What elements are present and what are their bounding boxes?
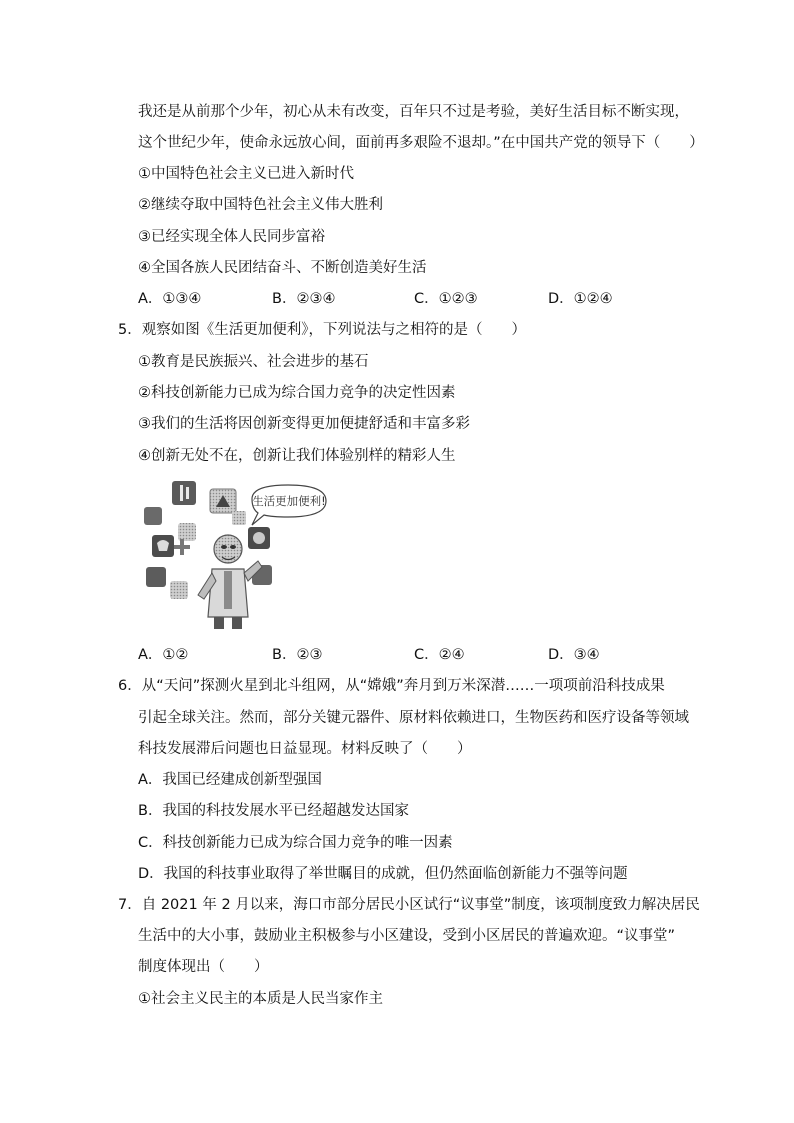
app-tile-icon [170,581,188,599]
q5-option-d[interactable]: D．③④ [548,647,600,663]
q4-stem-line-1: 我还是从前那个少年，初心从未有改变，百年只不过是考验，美好生活目标不断实现， [138,104,689,120]
q5-option-b[interactable]: B．②③ [272,647,323,663]
q7-stem-line-3: 制度体现出（ ） [138,959,269,975]
q5-option-a[interactable]: A．①② [138,647,189,663]
q4-item-3: ③已经实现全体人民同步富裕 [138,229,325,245]
q6-option-d[interactable]: D．我国的科技事业取得了举世瞩目的成就，但仍然面临创新能力不强等问题 [138,866,628,882]
cartoon-illustration [140,477,330,632]
app-tile-icon [144,507,162,525]
q5-item-2: ②科技创新能力已成为综合国力竞争的决定性因素 [138,385,456,401]
q5-stem: 5．观察如图《生活更加便利》，下列说法与之相符的是（ ） [118,322,526,338]
q6-option-b[interactable]: B．我国的科技发展水平已经超越发达国家 [138,803,409,819]
q5-item-4: ④创新无处不在，创新让我们体验别样的精彩人生 [138,448,456,464]
app-tile-icon [146,567,166,587]
app-tile-icon [232,511,246,525]
q7-item-1: ①社会主义民主的本质是人民当家作主 [138,991,383,1007]
q5-item-1: ①教育是民族振兴、社会进步的基石 [138,354,369,370]
q4-option-b[interactable]: B．②③④ [272,291,336,307]
q4-item-2: ②继续夺取中国特色社会主义伟大胜利 [138,197,383,213]
q7-stem-line-2: 生活中的大小事，鼓励业主积极参与小区建设，受到小区居民的普遍欢迎。“议事堂” [138,928,676,944]
q4-item-4: ④全国各族人民团结奋斗、不断创造美好生活 [138,260,427,276]
q4-option-a[interactable]: A．①③④ [138,291,202,307]
q6-option-c[interactable]: C．科技创新能力已成为综合国力竞争的唯一因素 [138,835,453,851]
q4-option-d[interactable]: D．①②④ [548,291,613,307]
q6-stem-line-1: 6．从“天问”探测火星到北斗组网，从“嫦娥”奔月到万米深潜……一项项前沿科技成果 [118,678,665,694]
q4-stem-line-2: 这个世纪少年，使命永远放心间，面前再多艰险不退却。”在中国共产党的领导下（ ） [138,135,704,151]
q6-stem-line-3: 科技发展滞后问题也日益显现。材料反映了（ ） [138,741,472,757]
q7-stem-line-1: 7．自 2021 年 2 月以来，海口市部分居民小区试行“议事堂”制度，该项制度致力解决居民 [118,897,700,913]
q5-item-3: ③我们的生活将因创新变得更加便捷舒适和丰富多彩 [138,416,470,432]
q5-cartoon-figure [140,477,330,632]
app-tile-icon [178,523,196,541]
q6-option-a[interactable]: A．我国已经建成创新型强国 [138,772,322,788]
q6-stem-line-2: 引起全球关注。然而，部分关键元器件、原材料依赖进口，生物医药和医疗设备等领域 [138,710,689,726]
q4-item-1: ①中国特色社会主义已进入新时代 [138,166,354,182]
q5-option-c[interactable]: C．②④ [414,647,465,663]
speech-bubble-text: 生活更加便利! [252,494,326,508]
q4-option-c[interactable]: C．①②③ [414,291,478,307]
app-tile-icon [172,481,196,505]
